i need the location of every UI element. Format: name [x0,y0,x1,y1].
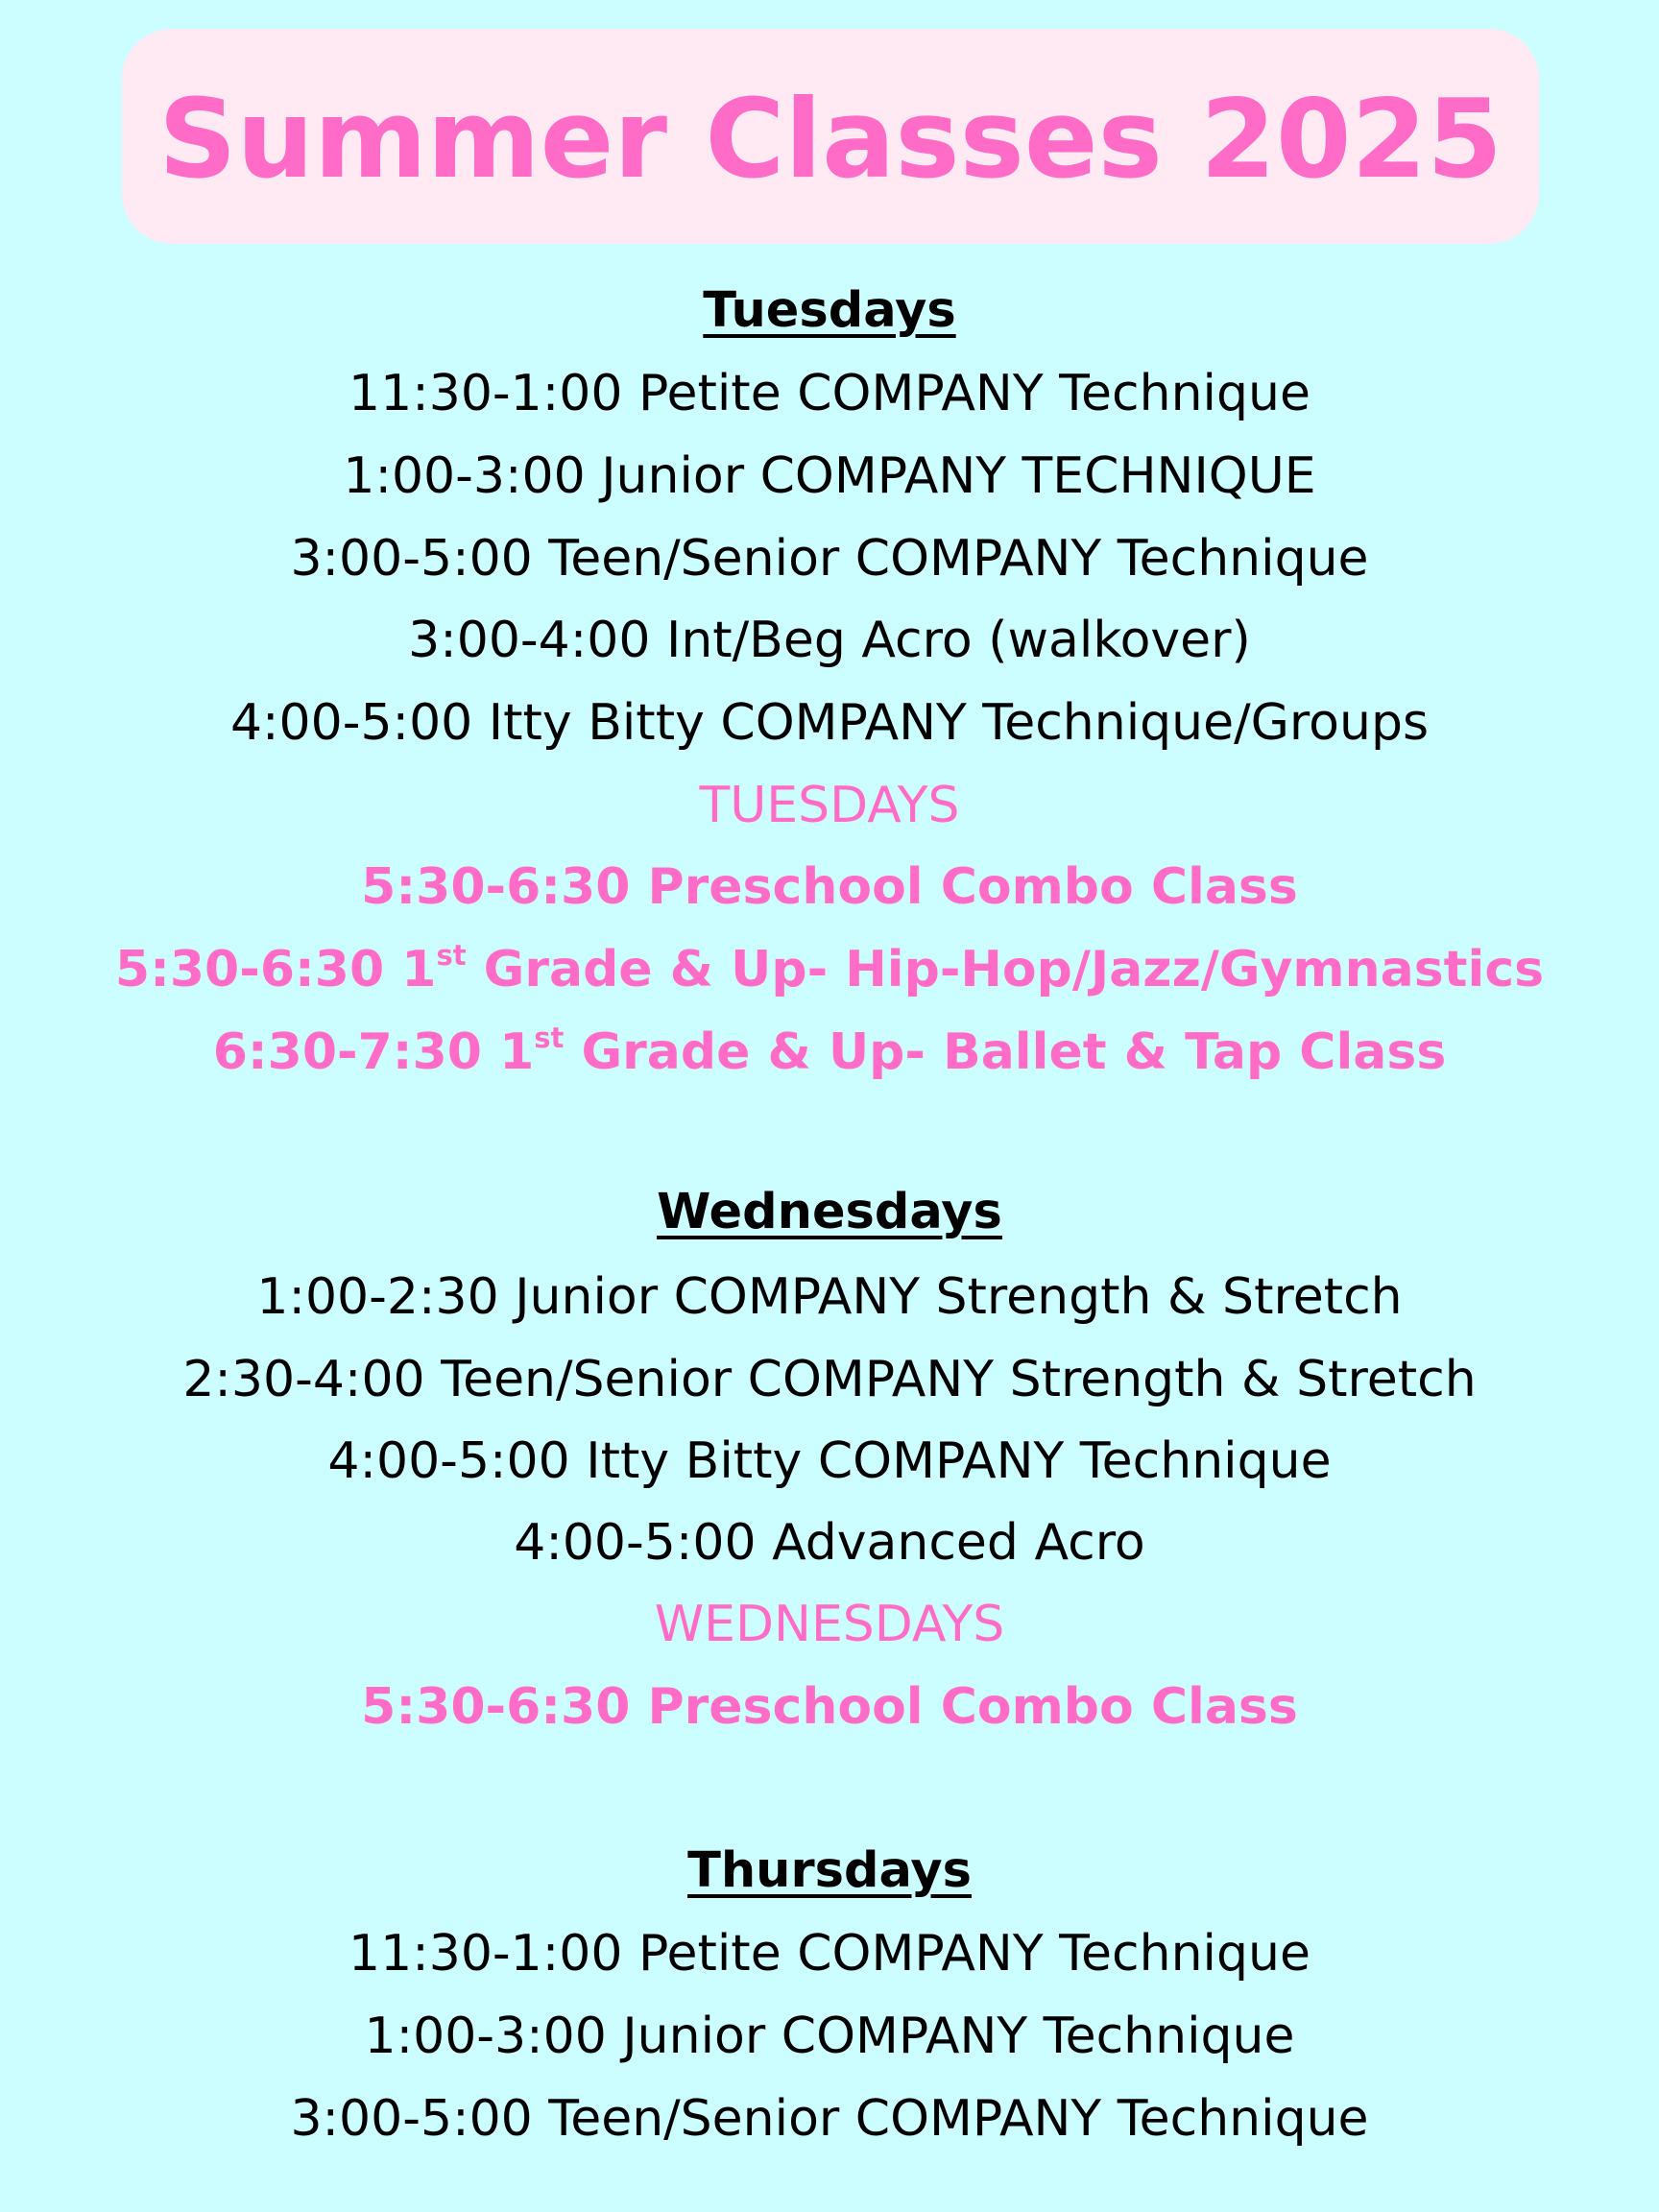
evening-class-item: 5:30-6:30 1st Grade & Up- Hip-Hop/Jazz/Gymnastics [114,939,1545,998]
evening-class-item: 5:30-6:30 Preschool Combo Class [361,1678,1298,1736]
page-title: Summer Classes 2025 [158,76,1503,203]
evening-heading-tuesdays: TUESDAYS [699,777,960,834]
class-item: 4:00-5:00 Itty Bitty COMPANY Technique/Groups [229,694,1430,752]
section-heading-tuesdays: Tuesdays [703,282,956,339]
title-banner [122,29,1539,244]
class-item: 11:30-1:00 Petite COMPANY Technique [349,1925,1310,1983]
class-item: 3:00-5:00 Teen/Senior COMPANY Technique [290,2090,1369,2148]
class-item: 3:00-4:00 Int/Beg Acro (walkover) [408,612,1251,669]
evening-class-item: 6:30-7:30 1st Grade & Up- Ballet & Tap Class [212,1022,1447,1081]
class-item: 2:30-4:00 Teen/Senior COMPANY Strength & Stretch [182,1351,1477,1408]
class-item: 4:00-5:00 Advanced Acro [514,1514,1145,1572]
class-item: 1:00-3:00 Junior COMPANY Technique [364,2008,1295,2065]
evening-heading-wednesdays: WEDNESDAYS [654,1596,1005,1653]
section-heading-wednesdays: Wednesdays [657,1184,1002,1240]
section-heading-thursdays: Thursdays [687,1842,972,1899]
class-item: 3:00-5:00 Teen/Senior COMPANY Technique [290,530,1369,588]
class-item: 4:00-5:00 Itty Bitty COMPANY Technique [327,1432,1332,1490]
evening-class-item: 5:30-6:30 Preschool Combo Class [361,858,1298,916]
class-item: 11:30-1:00 Petite COMPANY Technique [349,365,1310,422]
class-item: 1:00-3:00 Junior COMPANY TECHNIQUE [343,447,1316,505]
class-item: 1:00-2:30 Junior COMPANY Strength & Stretch [256,1268,1403,1326]
